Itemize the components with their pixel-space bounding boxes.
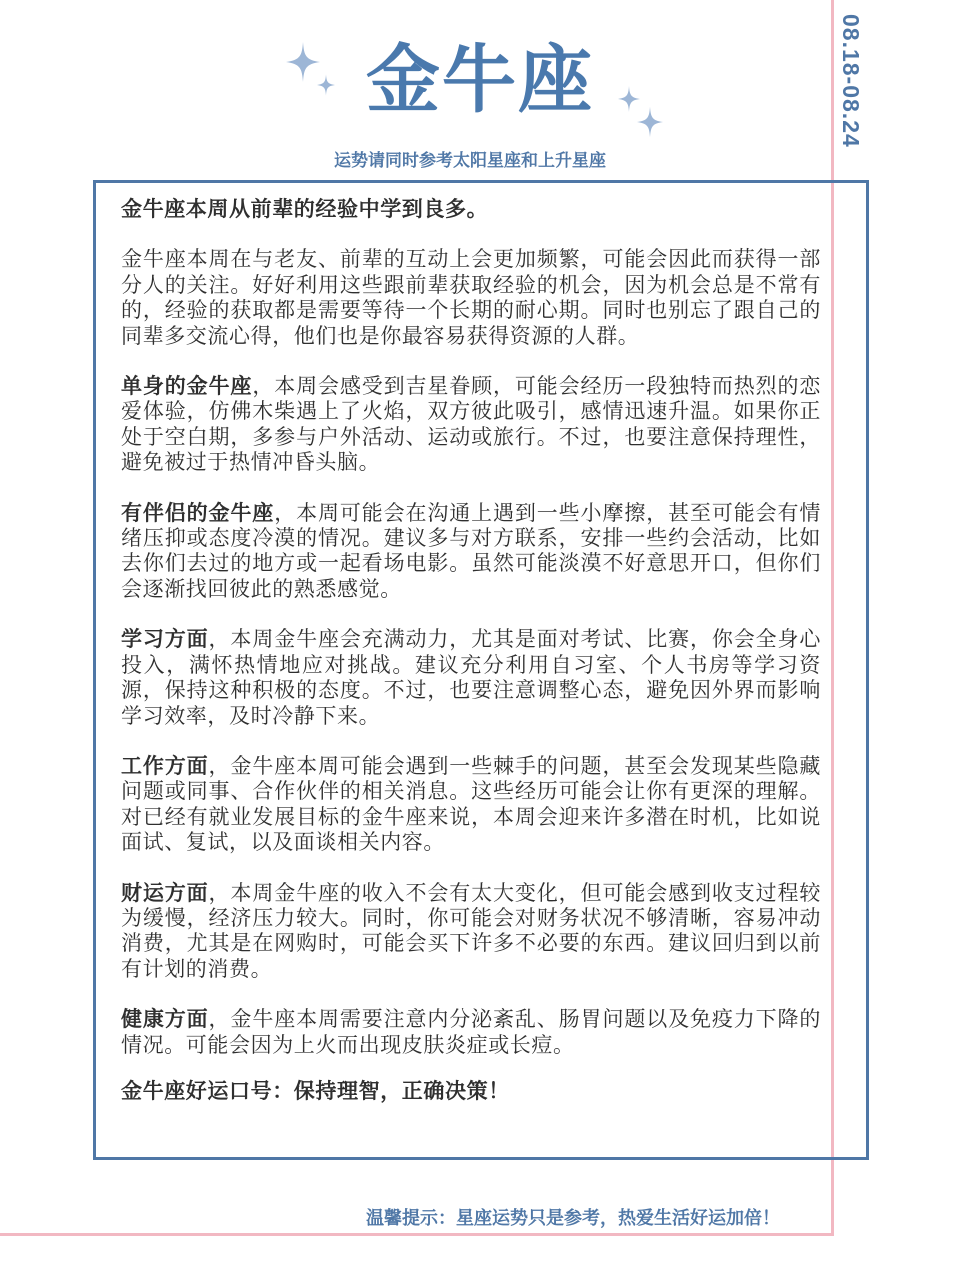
page-title: 金牛座 [366, 37, 594, 123]
section-label: 学习方面 [121, 627, 209, 652]
footer-tip: 温馨提示：星座运势只是参考，热爱生活好运加倍！ [366, 1208, 780, 1229]
intro-paragraph: 金牛座本周在与老友、前辈的互动上会更加频繁，可能会因此而获得一部分人的关注。好好利用这些跟前辈获取经验的机会，因为机会总是不常有的，经验的获取都是需要等待一个长期的耐心期。同时也别忘了跟自己的同辈多交流心得，他们也是你最容易获得资源的人群。 [121, 247, 821, 348]
section-text: ，金牛座本周可能会遇到一些棘手的问题，甚至会发现某些隐藏问题或同事、合作伙伴的相关消息。这些经历可能会让你有更深的理解。对已经有就业发展目标的金牛座来说，本周会迎来许多潜在时机，比如说面试、复试，以及面谈相关内容。 [121, 753, 821, 855]
section-work [121, 754, 821, 856]
section-label: 工作方面 [121, 753, 209, 778]
section-health [121, 1007, 821, 1058]
section-label: 财运方面 [121, 880, 209, 905]
section-label: 单身的金牛座 [121, 374, 253, 399]
section-text: ，本周可能会在沟通上遇到一些小摩擦，甚至可能会有情绪压抑或态度冷漠的情况。建议多与对方联系，安排一些约会活动，比如去你们去过的地方或一起看场电影。虽然可能淡漠不好意思开口，但你们会逐渐找回彼此的熟悉感觉。 [121, 500, 821, 601]
sparkle-icon [317, 74, 335, 96]
section-text: ，本周会感受到吉星眷顾，可能会经历一段独特而热烈的恋爱体验，仿佛木柴遇上了火焰，双方彼此吸引，感情迅速升温。如果你正处于空白期，多参与户外活动、运动或旅行。不过，也要注意保持理性，避免被过于热情冲昏头脑。 [121, 374, 821, 475]
section-text: ，本周金牛座会充满动力，尤其是面对考试、比赛，你会全身心投入，满怀热情地应对挑战。建议充分利用自习室、个人书房等学习资源，保持这种积极的态度。不过，也要注意调整心态，避免因外界而影响学习效率，及时冷静下来。 [121, 627, 821, 728]
section-text: ，本周金牛座的收入不会有太大变化，但可能会感到收支过程较为缓慢，经济压力较大。同时，你可能会对财务状况不够清晰，容易冲动消费，尤其是在网购时，可能会买下许多不必要的东西。建议回归到以前有计划的消费。 [121, 880, 821, 981]
section-study [121, 627, 821, 729]
section-single [121, 374, 821, 476]
lucky-slogan: 金牛座好运口号：保持理智，正确决策！ [121, 1078, 510, 1103]
section-label: 健康方面 [121, 1007, 209, 1032]
headline: 金牛座本周从前辈的经验中学到良多。 [121, 197, 489, 221]
pink-horizontal-line [0, 1233, 834, 1236]
sparkle-icon [286, 42, 320, 82]
horoscope-content [121, 197, 821, 1104]
section-text: ，金牛座本周需要注意内分泌紊乱、肠胃问题以及免疫力下降的情况。可能会因为上火而出现皮肤炎症或长痘。 [121, 1007, 821, 1057]
section-finance [121, 881, 821, 983]
subtitle: 运势请同时参考太阳星座和上升星座 [334, 151, 606, 171]
section-label: 有伴侣的金牛座 [121, 500, 275, 525]
sparkle-icon [637, 106, 663, 138]
date-range: 08.18-08.24 [838, 14, 864, 148]
section-partnered [121, 501, 821, 603]
